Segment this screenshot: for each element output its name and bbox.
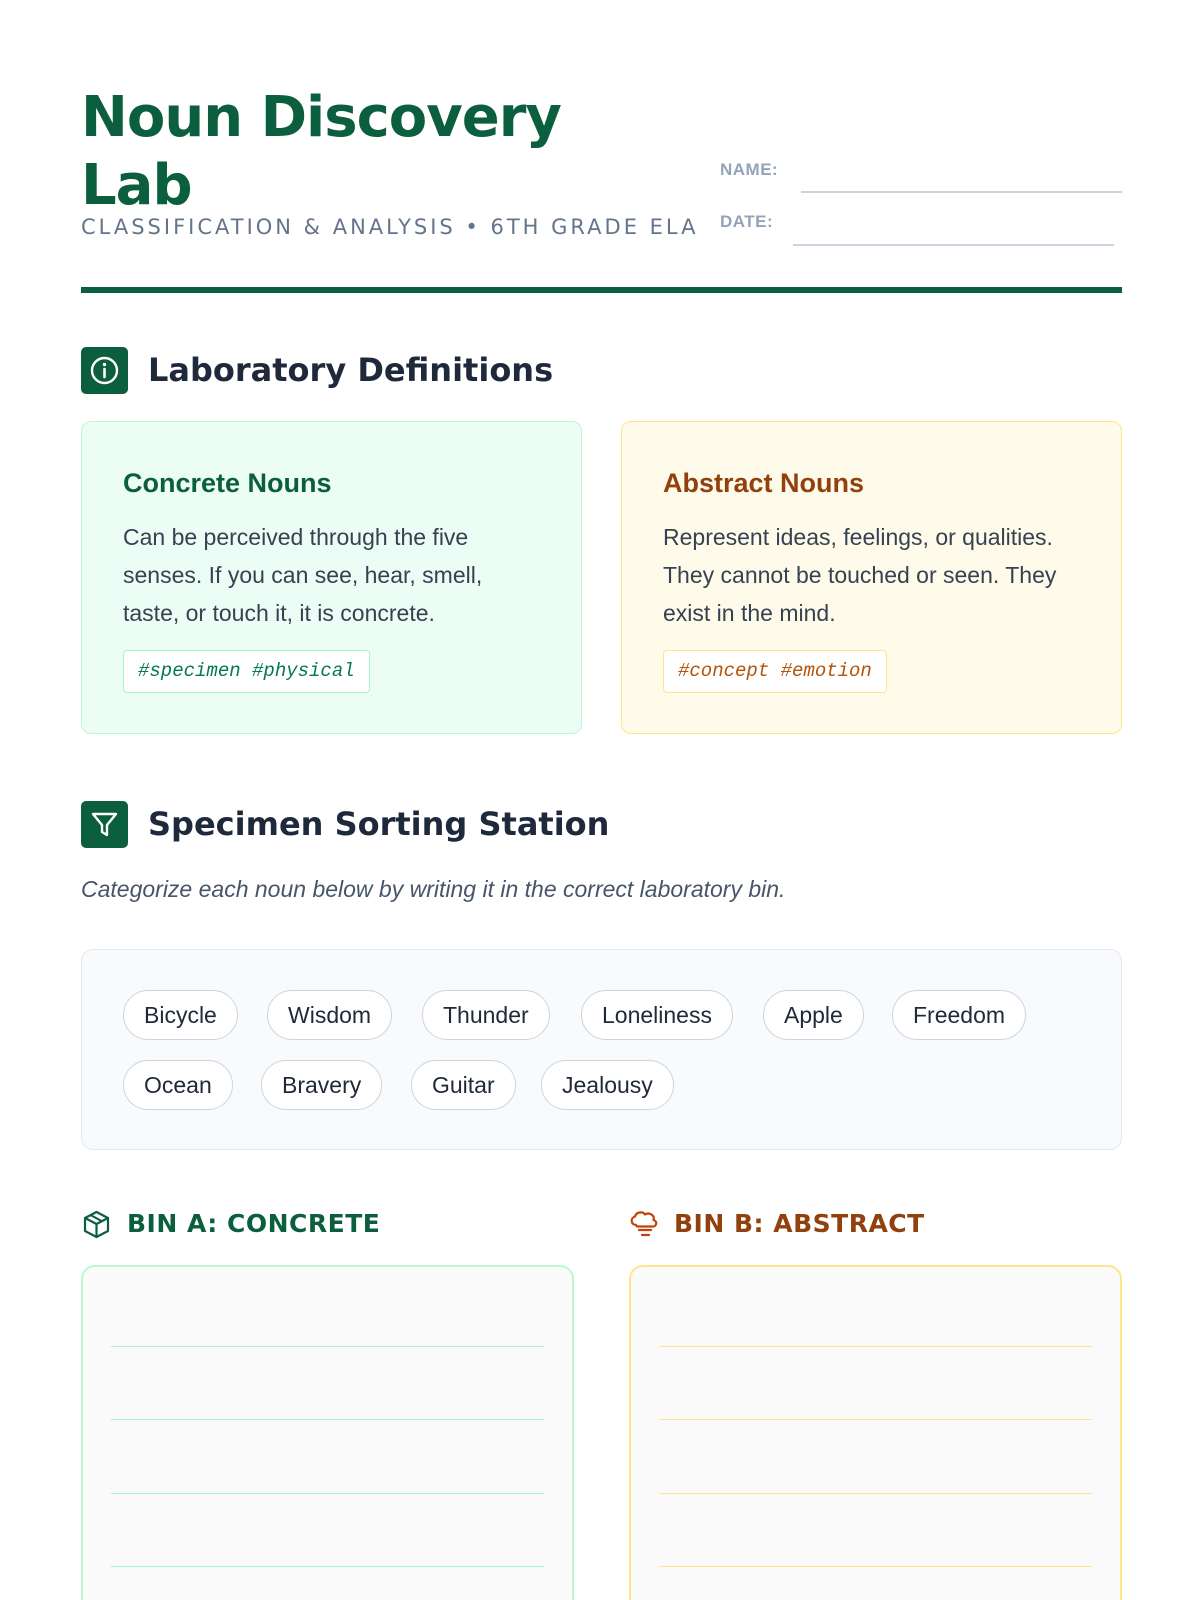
writing-line [111, 1419, 544, 1420]
name-field[interactable] [801, 191, 1122, 193]
box-icon [81, 1209, 112, 1240]
definitions-title: Laboratory Definitions [148, 351, 554, 389]
writing-line [659, 1566, 1092, 1567]
date-field[interactable] [793, 244, 1114, 246]
word-chip[interactable]: Thunder [422, 990, 550, 1040]
writing-line [111, 1493, 544, 1494]
info-icon [81, 347, 128, 394]
worksheet-page [81, 0, 1122, 1600]
abstract-card-title: Abstract Nouns [663, 468, 865, 498]
word-chip[interactable]: Ocean [123, 1060, 233, 1110]
bin-b-writing-area[interactable] [629, 1265, 1122, 1600]
concrete-definition-card [81, 421, 582, 734]
thought-bubble-icon [628, 1209, 661, 1240]
writing-line [659, 1346, 1092, 1347]
sorting-header [81, 801, 1122, 849]
header-divider [81, 287, 1122, 293]
abstract-card-body: Represent ideas, feelings, or qualities. They cannot be touched or seen. They exist in the mind. [663, 524, 1057, 626]
concrete-card-tag: #specimen #physical [123, 650, 370, 693]
page-subtitle: CLASSIFICATION & ANALYSIS • 6TH GRADE ELA [81, 215, 699, 239]
definitions-header [81, 347, 1122, 395]
worksheet-header [81, 84, 1122, 294]
word-chip[interactable]: Bravery [261, 1060, 382, 1110]
writing-line [111, 1346, 544, 1347]
abstract-card-tag: #concept #emotion [663, 650, 887, 693]
name-label: NAME: [720, 160, 779, 179]
word-chip[interactable]: Guitar [411, 1060, 516, 1110]
word-chip[interactable]: Jealousy [541, 1060, 674, 1110]
word-chip[interactable]: Freedom [892, 990, 1026, 1040]
concrete-card-body: Can be perceived through the five senses. If you can see, hear, smell, taste, or touch it, it is concrete. [123, 524, 483, 626]
sorting-instructions: Categorize each noun below by writing it in the correct laboratory bin. [81, 876, 786, 902]
abstract-definition-card [621, 421, 1122, 734]
sorting-title: Specimen Sorting Station [148, 805, 610, 843]
bin-a-writing-area[interactable] [81, 1265, 574, 1600]
writing-line [659, 1419, 1092, 1420]
word-chip[interactable]: Loneliness [581, 990, 733, 1040]
word-chip[interactable]: Wisdom [267, 990, 392, 1040]
writing-line [659, 1493, 1092, 1494]
filter-icon [81, 801, 128, 848]
date-label: DATE: [720, 212, 774, 231]
word-bank [81, 949, 1122, 1150]
bin-a-title: BIN A: CONCRETE [127, 1209, 381, 1238]
page-title: Noun Discovery Lab [81, 85, 561, 218]
bin-b-title: BIN B: ABSTRACT [674, 1209, 925, 1238]
writing-line [111, 1566, 544, 1567]
word-chip[interactable]: Bicycle [123, 990, 238, 1040]
word-chip[interactable]: Apple [763, 990, 864, 1040]
concrete-card-title: Concrete Nouns [123, 468, 332, 498]
